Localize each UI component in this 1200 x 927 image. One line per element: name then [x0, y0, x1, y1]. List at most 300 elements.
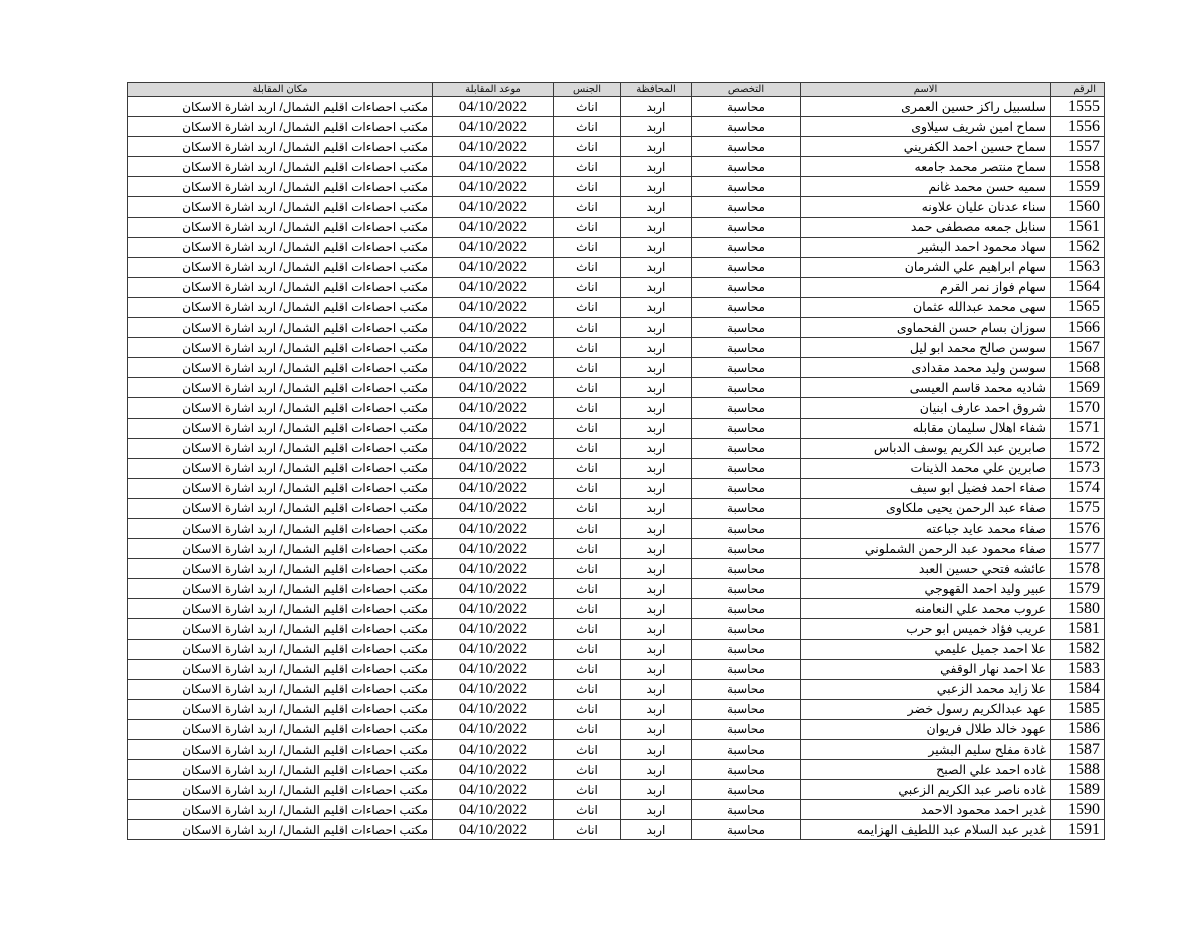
name-cell: شاديه محمد قاسم العيسى	[801, 378, 1051, 398]
table-row	[128, 378, 1105, 398]
gender-cell: اناث	[554, 780, 621, 800]
table-row	[128, 659, 1105, 679]
interview-date-cell: 04/10/2022	[433, 438, 554, 458]
table-row	[128, 157, 1105, 177]
gender-cell: اناث	[554, 599, 621, 619]
governorate-cell: اربد	[621, 719, 692, 739]
number-cell: 1555	[1051, 97, 1105, 117]
interview-place-cell: مكتب احصاءات اقليم الشمال/ اربد اشارة الاسكان	[128, 619, 433, 639]
interview-date-cell: 04/10/2022	[433, 458, 554, 478]
name-cell: سناء عدنان عليان علاونه	[801, 197, 1051, 217]
governorate-cell: اربد	[621, 740, 692, 760]
major-cell: محاسبة	[692, 297, 801, 317]
interview-date-cell: 04/10/2022	[433, 800, 554, 820]
table-row	[128, 740, 1105, 760]
number-cell: 1556	[1051, 117, 1105, 137]
interview-date-cell: 04/10/2022	[433, 679, 554, 699]
interview-place-cell: مكتب احصاءات اقليم الشمال/ اربد اشارة الاسكان	[128, 780, 433, 800]
number-cell: 1590	[1051, 800, 1105, 820]
number-cell: 1571	[1051, 418, 1105, 438]
major-cell: محاسبة	[692, 197, 801, 217]
major-cell: محاسبة	[692, 639, 801, 659]
name-cell: سوسن وليد محمد مقدادى	[801, 358, 1051, 378]
governorate-cell: اربد	[621, 237, 692, 257]
governorate-cell: اربد	[621, 579, 692, 599]
name-cell: سماح امين شريف سيلاوى	[801, 117, 1051, 137]
interview-place-cell: مكتب احصاءات اقليم الشمال/ اربد اشارة الاسكان	[128, 358, 433, 378]
name-cell: غدير عبد السلام عبد اللطيف الهزايمه	[801, 820, 1051, 840]
major-cell: محاسبة	[692, 599, 801, 619]
gender-cell: اناث	[554, 458, 621, 478]
table-row	[128, 579, 1105, 599]
gender-cell: اناث	[554, 237, 621, 257]
interview-date-cell: 04/10/2022	[433, 358, 554, 378]
interview-place-cell: مكتب احصاءات اقليم الشمال/ اربد اشارة الاسكان	[128, 599, 433, 619]
name-cell: صابرين عبد الكريم يوسف الدباس	[801, 438, 1051, 458]
major-cell: محاسبة	[692, 338, 801, 358]
governorate-cell: اربد	[621, 358, 692, 378]
table-row	[128, 679, 1105, 699]
number-cell: 1565	[1051, 297, 1105, 317]
table-row	[128, 458, 1105, 478]
table-row	[128, 639, 1105, 659]
number-cell: 1558	[1051, 157, 1105, 177]
governorate-cell: اربد	[621, 97, 692, 117]
header-interview-date: موعد المقابلة	[433, 83, 554, 97]
name-cell: سهاد محمود احمد البشير	[801, 237, 1051, 257]
name-cell: سهى محمد عبدالله عثمان	[801, 297, 1051, 317]
major-cell: محاسبة	[692, 237, 801, 257]
interview-date-cell: 04/10/2022	[433, 237, 554, 257]
interview-place-cell: مكتب احصاءات اقليم الشمال/ اربد اشارة الاسكان	[128, 498, 433, 518]
name-cell: سهام ابراهيم علي الشرمان	[801, 257, 1051, 277]
table-row	[128, 599, 1105, 619]
gender-cell: اناث	[554, 740, 621, 760]
name-cell: غاده احمد علي الصبح	[801, 760, 1051, 780]
major-cell: محاسبة	[692, 719, 801, 739]
name-cell: صابرين علي محمد الذينات	[801, 458, 1051, 478]
interview-date-cell: 04/10/2022	[433, 740, 554, 760]
table-row	[128, 197, 1105, 217]
interview-place-cell: مكتب احصاءات اقليم الشمال/ اربد اشارة الاسكان	[128, 418, 433, 438]
table-row	[128, 699, 1105, 719]
interview-date-cell: 04/10/2022	[433, 217, 554, 237]
name-cell: سوزان بسام حسن الفحماوى	[801, 318, 1051, 338]
name-cell: علا زايد محمد الزعبي	[801, 679, 1051, 699]
name-cell: شفاء اهلال سليمان مقابله	[801, 418, 1051, 438]
number-cell: 1585	[1051, 699, 1105, 719]
name-cell: صفاء محمد عايد جباعته	[801, 518, 1051, 538]
name-cell: صفاء احمد فضيل ابو سيف	[801, 478, 1051, 498]
governorate-cell: اربد	[621, 378, 692, 398]
gender-cell: اناث	[554, 137, 621, 157]
number-cell: 1575	[1051, 498, 1105, 518]
interview-place-cell: مكتب احصاءات اقليم الشمال/ اربد اشارة الاسكان	[128, 177, 433, 197]
name-cell: غاده ناصر عبد الكريم الزعبي	[801, 780, 1051, 800]
interview-place-cell: مكتب احصاءات اقليم الشمال/ اربد اشارة الاسكان	[128, 679, 433, 699]
interview-place-cell: مكتب احصاءات اقليم الشمال/ اربد اشارة الاسكان	[128, 137, 433, 157]
interview-place-cell: مكتب احصاءات اقليم الشمال/ اربد اشارة الاسكان	[128, 760, 433, 780]
governorate-cell: اربد	[621, 157, 692, 177]
major-cell: محاسبة	[692, 619, 801, 639]
interview-place-cell: مكتب احصاءات اقليم الشمال/ اربد اشارة الاسكان	[128, 820, 433, 840]
major-cell: محاسبة	[692, 579, 801, 599]
table-row	[128, 338, 1105, 358]
interview-date-cell: 04/10/2022	[433, 518, 554, 538]
header-major: التخصص	[692, 83, 801, 97]
number-cell: 1581	[1051, 619, 1105, 639]
number-cell: 1561	[1051, 217, 1105, 237]
major-cell: محاسبة	[692, 117, 801, 137]
interview-date-cell: 04/10/2022	[433, 418, 554, 438]
interview-place-cell: مكتب احصاءات اقليم الشمال/ اربد اشارة الاسكان	[128, 659, 433, 679]
interview-date-cell: 04/10/2022	[433, 398, 554, 418]
number-cell: 1559	[1051, 177, 1105, 197]
interview-date-cell: 04/10/2022	[433, 639, 554, 659]
name-cell: شروق احمد عارف ابنيان	[801, 398, 1051, 418]
header-name: الاسم	[801, 83, 1051, 97]
major-cell: محاسبة	[692, 780, 801, 800]
interview-place-cell: مكتب احصاءات اقليم الشمال/ اربد اشارة الاسكان	[128, 438, 433, 458]
interview-place-cell: مكتب احصاءات اقليم الشمال/ اربد اشارة الاسكان	[128, 478, 433, 498]
major-cell: محاسبة	[692, 217, 801, 237]
number-cell: 1569	[1051, 378, 1105, 398]
interview-date-cell: 04/10/2022	[433, 820, 554, 840]
governorate-cell: اربد	[621, 679, 692, 699]
major-cell: محاسبة	[692, 277, 801, 297]
table-row	[128, 539, 1105, 559]
number-cell: 1591	[1051, 820, 1105, 840]
interview-date-cell: 04/10/2022	[433, 117, 554, 137]
number-cell: 1570	[1051, 398, 1105, 418]
number-cell: 1586	[1051, 719, 1105, 739]
number-cell: 1563	[1051, 257, 1105, 277]
gender-cell: اناث	[554, 498, 621, 518]
interview-place-cell: مكتب احصاءات اقليم الشمال/ اربد اشارة الاسكان	[128, 559, 433, 579]
name-cell: سماح حسين احمد الكفريني	[801, 137, 1051, 157]
interview-place-cell: مكتب احصاءات اقليم الشمال/ اربد اشارة الاسكان	[128, 97, 433, 117]
name-cell: عروب محمد علي النعامنه	[801, 599, 1051, 619]
interview-place-cell: مكتب احصاءات اقليم الشمال/ اربد اشارة الاسكان	[128, 277, 433, 297]
major-cell: محاسبة	[692, 358, 801, 378]
interview-date-cell: 04/10/2022	[433, 97, 554, 117]
governorate-cell: اربد	[621, 318, 692, 338]
gender-cell: اناث	[554, 820, 621, 840]
major-cell: محاسبة	[692, 137, 801, 157]
table-row	[128, 438, 1105, 458]
major-cell: محاسبة	[692, 418, 801, 438]
table-row	[128, 518, 1105, 538]
major-cell: محاسبة	[692, 398, 801, 418]
interview-place-cell: مكتب احصاءات اقليم الشمال/ اربد اشارة الاسكان	[128, 800, 433, 820]
table-row	[128, 117, 1105, 137]
table-row	[128, 619, 1105, 639]
major-cell: محاسبة	[692, 438, 801, 458]
interview-place-cell: مكتب احصاءات اقليم الشمال/ اربد اشارة الاسكان	[128, 398, 433, 418]
governorate-cell: اربد	[621, 699, 692, 719]
gender-cell: اناث	[554, 97, 621, 117]
interview-date-cell: 04/10/2022	[433, 338, 554, 358]
number-cell: 1577	[1051, 539, 1105, 559]
name-cell: سلسبيل راكز حسين العمرى	[801, 97, 1051, 117]
interview-place-cell: مكتب احصاءات اقليم الشمال/ اربد اشارة الاسكان	[128, 740, 433, 760]
gender-cell: اناث	[554, 579, 621, 599]
number-cell: 1589	[1051, 780, 1105, 800]
interview-date-cell: 04/10/2022	[433, 699, 554, 719]
name-cell: غدير احمد محمود الاحمد	[801, 800, 1051, 820]
table-row	[128, 800, 1105, 820]
interview-place-cell: مكتب احصاءات اقليم الشمال/ اربد اشارة الاسكان	[128, 539, 433, 559]
governorate-cell: اربد	[621, 177, 692, 197]
gender-cell: اناث	[554, 719, 621, 739]
number-cell: 1578	[1051, 559, 1105, 579]
interview-place-cell: مكتب احصاءات اقليم الشمال/ اربد اشارة الاسكان	[128, 217, 433, 237]
interview-date-cell: 04/10/2022	[433, 257, 554, 277]
governorate-cell: اربد	[621, 559, 692, 579]
interview-date-cell: 04/10/2022	[433, 378, 554, 398]
governorate-cell: اربد	[621, 297, 692, 317]
name-cell: غادة مفلح سليم البشير	[801, 740, 1051, 760]
name-cell: علا احمد جميل عليمي	[801, 639, 1051, 659]
interview-date-cell: 04/10/2022	[433, 277, 554, 297]
name-cell: سوسن صالح محمد ابو ليل	[801, 338, 1051, 358]
interview-date-cell: 04/10/2022	[433, 599, 554, 619]
interview-place-cell: مكتب احصاءات اقليم الشمال/ اربد اشارة الاسكان	[128, 458, 433, 478]
name-cell: عائشه فتحي حسين العبد	[801, 559, 1051, 579]
interview-place-cell: مكتب احصاءات اقليم الشمال/ اربد اشارة الاسكان	[128, 197, 433, 217]
number-cell: 1568	[1051, 358, 1105, 378]
major-cell: محاسبة	[692, 157, 801, 177]
gender-cell: اناث	[554, 177, 621, 197]
interview-place-cell: مكتب احصاءات اقليم الشمال/ اربد اشارة الاسكان	[128, 157, 433, 177]
governorate-cell: اربد	[621, 257, 692, 277]
table-row	[128, 559, 1105, 579]
major-cell: محاسبة	[692, 177, 801, 197]
governorate-cell: اربد	[621, 438, 692, 458]
table-row	[128, 277, 1105, 297]
major-cell: محاسبة	[692, 740, 801, 760]
major-cell: محاسبة	[692, 800, 801, 820]
number-cell: 1576	[1051, 518, 1105, 538]
interview-place-cell: مكتب احصاءات اقليم الشمال/ اربد اشارة الاسكان	[128, 297, 433, 317]
interview-date-cell: 04/10/2022	[433, 719, 554, 739]
name-cell: سميه حسن محمد غانم	[801, 177, 1051, 197]
gender-cell: اناث	[554, 358, 621, 378]
gender-cell: اناث	[554, 639, 621, 659]
interview-place-cell: مكتب احصاءات اقليم الشمال/ اربد اشارة الاسكان	[128, 719, 433, 739]
major-cell: محاسبة	[692, 539, 801, 559]
major-cell: محاسبة	[692, 699, 801, 719]
major-cell: محاسبة	[692, 257, 801, 277]
number-cell: 1580	[1051, 599, 1105, 619]
interview-date-cell: 04/10/2022	[433, 197, 554, 217]
gender-cell: اناث	[554, 438, 621, 458]
gender-cell: اناث	[554, 559, 621, 579]
number-cell: 1584	[1051, 679, 1105, 699]
table-header	[128, 83, 1105, 97]
interview-date-cell: 04/10/2022	[433, 177, 554, 197]
interview-date-cell: 04/10/2022	[433, 478, 554, 498]
number-cell: 1574	[1051, 478, 1105, 498]
interview-place-cell: مكتب احصاءات اقليم الشمال/ اربد اشارة الاسكان	[128, 237, 433, 257]
table-row	[128, 358, 1105, 378]
number-cell: 1579	[1051, 579, 1105, 599]
major-cell: محاسبة	[692, 378, 801, 398]
name-cell: سهام فواز نمر القرم	[801, 277, 1051, 297]
interview-date-cell: 04/10/2022	[433, 619, 554, 639]
major-cell: محاسبة	[692, 458, 801, 478]
table-row	[128, 780, 1105, 800]
header-interview-place: مكان المقابلة	[128, 83, 433, 97]
number-cell: 1557	[1051, 137, 1105, 157]
table-row	[128, 719, 1105, 739]
name-cell: صفاء عبد الرحمن يحيى ملكاوى	[801, 498, 1051, 518]
table-row	[128, 760, 1105, 780]
table-body	[128, 97, 1105, 840]
name-cell: عريب فؤاد خميس ابو حرب	[801, 619, 1051, 639]
number-cell: 1582	[1051, 639, 1105, 659]
gender-cell: اناث	[554, 217, 621, 237]
gender-cell: اناث	[554, 699, 621, 719]
governorate-cell: اربد	[621, 398, 692, 418]
name-cell: سماح منتصر محمد جامعه	[801, 157, 1051, 177]
table-row	[128, 478, 1105, 498]
governorate-cell: اربد	[621, 418, 692, 438]
governorate-cell: اربد	[621, 780, 692, 800]
interview-schedule-table	[127, 82, 1105, 840]
gender-cell: اناث	[554, 619, 621, 639]
table-row	[128, 498, 1105, 518]
name-cell: عهد عبدالكريم رسول خضر	[801, 699, 1051, 719]
table-row	[128, 217, 1105, 237]
gender-cell: اناث	[554, 297, 621, 317]
interview-date-cell: 04/10/2022	[433, 318, 554, 338]
governorate-cell: اربد	[621, 217, 692, 237]
gender-cell: اناث	[554, 800, 621, 820]
gender-cell: اناث	[554, 197, 621, 217]
governorate-cell: اربد	[621, 639, 692, 659]
interview-date-cell: 04/10/2022	[433, 539, 554, 559]
gender-cell: اناث	[554, 318, 621, 338]
interview-place-cell: مكتب احصاءات اقليم الشمال/ اربد اشارة الاسكان	[128, 257, 433, 277]
name-cell: عبير وليد احمد القهوجي	[801, 579, 1051, 599]
interview-date-cell: 04/10/2022	[433, 498, 554, 518]
table-row	[128, 297, 1105, 317]
governorate-cell: اربد	[621, 137, 692, 157]
table-row	[128, 418, 1105, 438]
interview-place-cell: مكتب احصاءات اقليم الشمال/ اربد اشارة الاسكان	[128, 378, 433, 398]
gender-cell: اناث	[554, 277, 621, 297]
table-row	[128, 257, 1105, 277]
header-gender: الجنس	[554, 83, 621, 97]
governorate-cell: اربد	[621, 659, 692, 679]
governorate-cell: اربد	[621, 599, 692, 619]
gender-cell: اناث	[554, 518, 621, 538]
major-cell: محاسبة	[692, 478, 801, 498]
table-row	[128, 97, 1105, 117]
interview-place-cell: مكتب احصاءات اقليم الشمال/ اربد اشارة الاسكان	[128, 699, 433, 719]
table-row	[128, 177, 1105, 197]
governorate-cell: اربد	[621, 518, 692, 538]
header-row	[128, 83, 1105, 97]
governorate-cell: اربد	[621, 800, 692, 820]
number-cell: 1560	[1051, 197, 1105, 217]
number-cell: 1567	[1051, 338, 1105, 358]
gender-cell: اناث	[554, 478, 621, 498]
governorate-cell: اربد	[621, 820, 692, 840]
gender-cell: اناث	[554, 418, 621, 438]
gender-cell: اناث	[554, 257, 621, 277]
gender-cell: اناث	[554, 117, 621, 137]
number-cell: 1566	[1051, 318, 1105, 338]
table-row	[128, 137, 1105, 157]
major-cell: محاسبة	[692, 97, 801, 117]
table-row	[128, 237, 1105, 257]
header-governorate: المحافظة	[621, 83, 692, 97]
table-row	[128, 820, 1105, 840]
table-row	[128, 398, 1105, 418]
gender-cell: اناث	[554, 679, 621, 699]
governorate-cell: اربد	[621, 478, 692, 498]
major-cell: محاسبة	[692, 659, 801, 679]
governorate-cell: اربد	[621, 539, 692, 559]
interview-place-cell: مكتب احصاءات اقليم الشمال/ اربد اشارة الاسكان	[128, 639, 433, 659]
governorate-cell: اربد	[621, 277, 692, 297]
governorate-cell: اربد	[621, 619, 692, 639]
name-cell: عهود خالد طلال فريوان	[801, 719, 1051, 739]
interview-place-cell: مكتب احصاءات اقليم الشمال/ اربد اشارة الاسكان	[128, 338, 433, 358]
interview-place-cell: مكتب احصاءات اقليم الشمال/ اربد اشارة الاسكان	[128, 518, 433, 538]
interview-date-cell: 04/10/2022	[433, 157, 554, 177]
major-cell: محاسبة	[692, 760, 801, 780]
number-cell: 1564	[1051, 277, 1105, 297]
governorate-cell: اربد	[621, 498, 692, 518]
header-number: الرقم	[1051, 83, 1105, 97]
interview-place-cell: مكتب احصاءات اقليم الشمال/ اربد اشارة الاسكان	[128, 579, 433, 599]
name-cell: سنابل جمعه مصطفى حمد	[801, 217, 1051, 237]
interview-date-cell: 04/10/2022	[433, 137, 554, 157]
interview-date-cell: 04/10/2022	[433, 780, 554, 800]
major-cell: محاسبة	[692, 679, 801, 699]
name-cell: علا احمد نهار الوقفي	[801, 659, 1051, 679]
governorate-cell: اربد	[621, 338, 692, 358]
major-cell: محاسبة	[692, 518, 801, 538]
major-cell: محاسبة	[692, 318, 801, 338]
candidate-list-sheet	[127, 82, 1104, 840]
gender-cell: اناث	[554, 398, 621, 418]
table-row	[128, 318, 1105, 338]
number-cell: 1587	[1051, 740, 1105, 760]
number-cell: 1583	[1051, 659, 1105, 679]
gender-cell: اناث	[554, 157, 621, 177]
number-cell: 1588	[1051, 760, 1105, 780]
gender-cell: اناث	[554, 378, 621, 398]
gender-cell: اناث	[554, 338, 621, 358]
number-cell: 1562	[1051, 237, 1105, 257]
interview-date-cell: 04/10/2022	[433, 297, 554, 317]
interview-date-cell: 04/10/2022	[433, 760, 554, 780]
governorate-cell: اربد	[621, 458, 692, 478]
number-cell: 1572	[1051, 438, 1105, 458]
governorate-cell: اربد	[621, 760, 692, 780]
governorate-cell: اربد	[621, 197, 692, 217]
interview-place-cell: مكتب احصاءات اقليم الشمال/ اربد اشارة الاسكان	[128, 318, 433, 338]
interview-date-cell: 04/10/2022	[433, 559, 554, 579]
name-cell: صفاء محمود عبد الرحمن الشملوني	[801, 539, 1051, 559]
major-cell: محاسبة	[692, 498, 801, 518]
interview-date-cell: 04/10/2022	[433, 659, 554, 679]
gender-cell: اناث	[554, 760, 621, 780]
